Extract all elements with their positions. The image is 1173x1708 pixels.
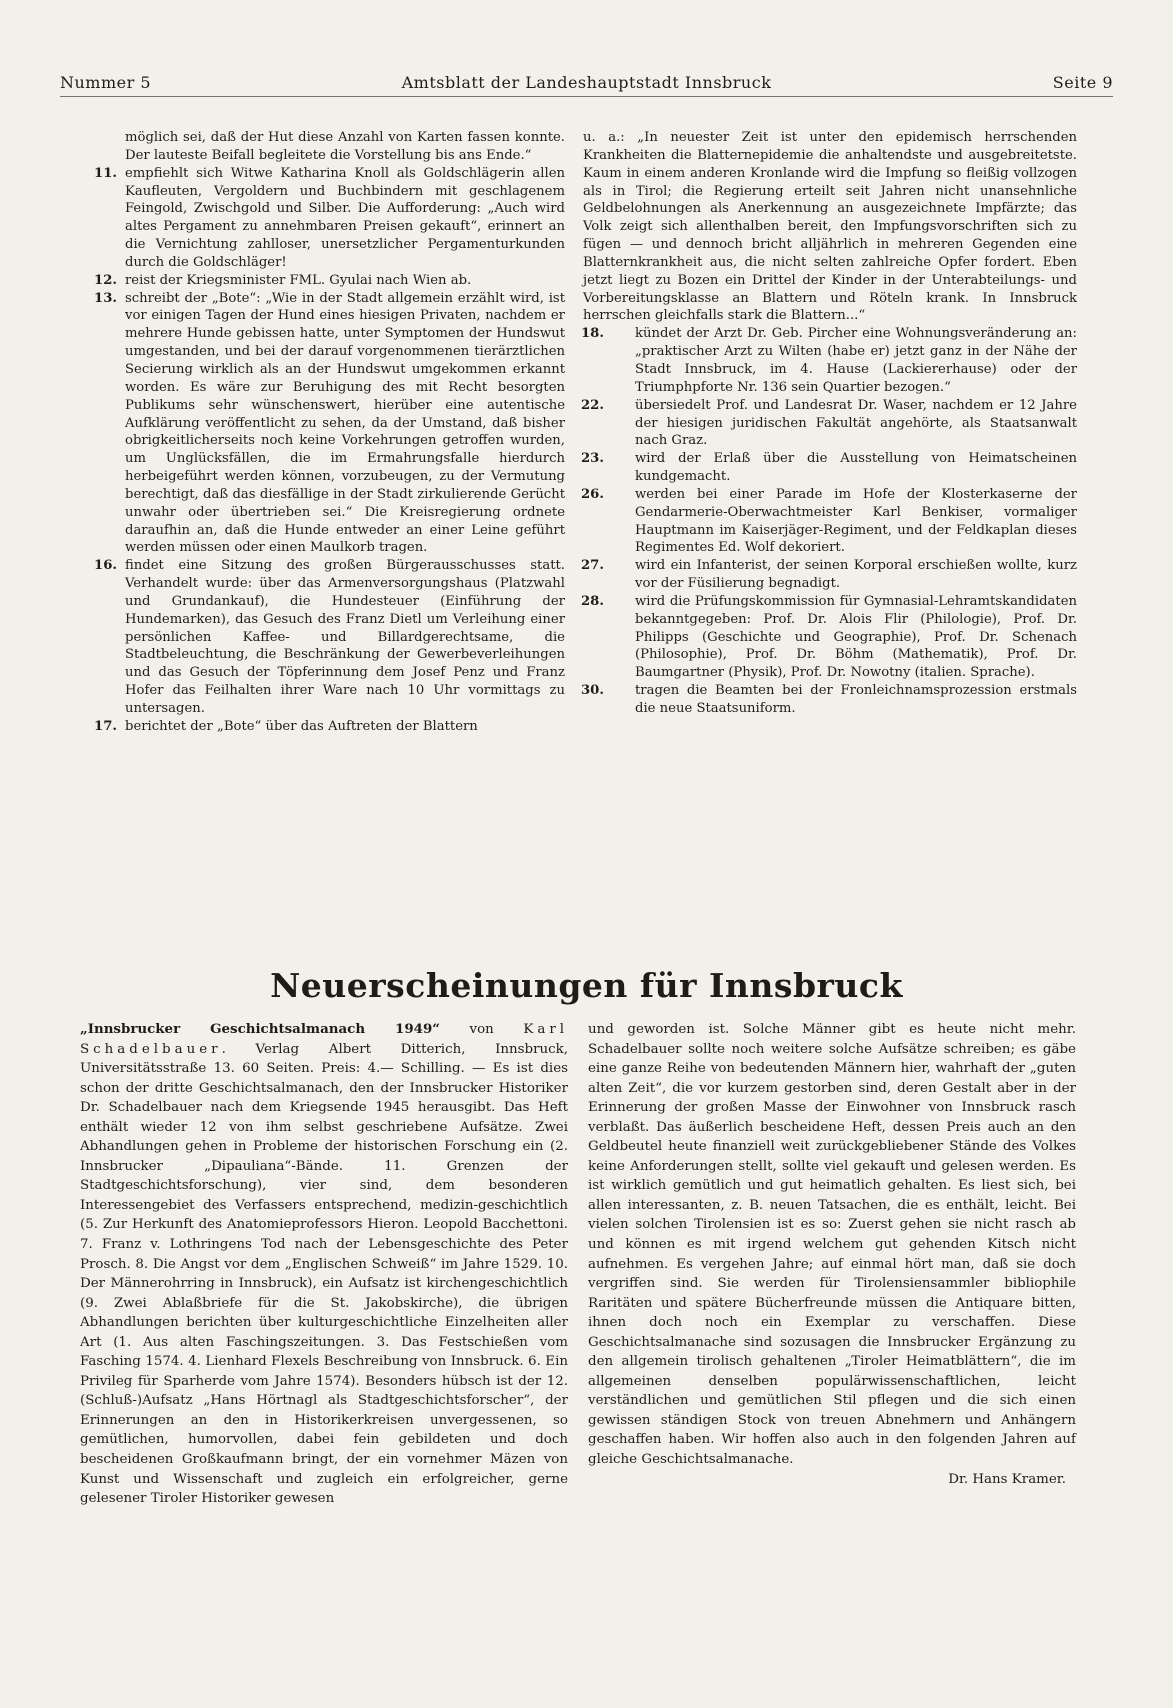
chronicle-entry — [581, 397, 1077, 451]
continuation-text: u. a.: „In neuester Zeit ist unter den epidemisch herrschenden Krankheiten die Blatternepidemie die anhaltendste und ausgebreitetste. Kaum in einem anderen Kronlande wird die Impfung so fleißig vollzogen als in Tirol; die Regierung erteilt seit Jahren nicht unansehnliche Geldbelohnungen als Anerkennung an ausgezeichnete Impfärzte; das Volk zeigt sich allenthalben bereit, den Impfungsvorschriften sich zu fügen — und dennoch bricht alljährlich in mehreren Gegenden eine Blatternkrankheit aus, die nicht selten zahlreiche Opfer fordert. Eben jetzt liegt zu Bozen ein Drittel der Kinder in der Unterabteilungs- und Vorbereitungsklasse an Blattern und Röteln krank. In Innsbruck herrschen gleichfalls stark die Blattern...“ — [583, 130, 1077, 324]
section-title: Neuerscheinungen für Innsbruck — [270, 966, 903, 1005]
review-left-column — [80, 1020, 568, 1509]
chronicle-entry — [57, 165, 565, 272]
entry-text: wird die Prüfungskommission für Gymnasial-Lehramtskandidaten bekanntgegeben: Prof. Dr. Alois Flir (Philologie), Prof. Dr. Philipps (Geschichte und Geographie), Prof. Dr. Schenach (Philosophie), Prof. Dr. Böhm (Mathematik), Prof. Dr. Baumgartner (Physik), Prof. Dr. Nowotny (italien. Sprache). — [635, 593, 1077, 681]
chronicle-entry — [581, 450, 1077, 486]
entry-text: wird ein Infanterist, der seinen Korporal erschießen wollte, kurz vor der Füsilierung begnadigt. — [635, 558, 1077, 592]
entry-text: berichtet der „Bote“ über das Auftreten der Blattern — [125, 718, 478, 734]
entry-text: empfiehlt sich Witwe Katharina Knoll als Goldschlägerin allen Kaufleuten, Vergoldern und Buchbindern mit geschlagenem Feingold, Zwischgold und Silber. Die Aufforderung: „Auch wird altes Pergament zu annehmbaren Preisen gekauft“, erinnert an die Vernichtung zahlloser, unersetzlicher Pergamenturkunden durch die Goldschläger! — [125, 165, 565, 270]
chronicle-entry — [57, 272, 565, 290]
chronicle-entry — [581, 593, 1077, 682]
chronicle-entry — [57, 718, 565, 736]
issue-number: Nummer 5 — [60, 73, 152, 92]
chronicle-entry — [57, 290, 565, 558]
entry-day: 26. — [581, 486, 604, 502]
chronicle-entry — [581, 486, 1077, 557]
entry-text: wird der Erlaß über die Ausstellung von Heimatscheinen kundgemacht. — [635, 451, 1077, 485]
chronicle-entry — [581, 557, 1077, 593]
entry-day: 30. — [581, 683, 604, 699]
review-right-column — [588, 1020, 1076, 1489]
publication-title: Amtsblatt der Landeshauptstadt Innsbruck — [401, 73, 772, 92]
entry-day: 11. — [94, 165, 117, 181]
entry-text: findet eine Sitzung des großen Bürgerausschusses statt. Verhandelt wurde: über das Armenversorgungshaus (Platzwahl und Grundankauf), die Hundesteuer (Einführung der Hundemarken), das Gesuch des Franz Dietl um Verleihung einer persönlichen Kaffee- und Billardgerechtsame, die Stadtbeleuchtung, die Beschränkung der Gewerbeverleihungen und das Gesuch der Töpferinnung dem Josef Penz und Franz Hofer das Feilhalten ihrer Ware nach 10 Uhr vormittags zu untersagen. — [125, 558, 565, 716]
review-paragraph — [80, 1020, 568, 1509]
entry-day: 17. — [94, 718, 117, 734]
review-text-right: und geworden ist. Solche Männer gibt es heute nicht mehr. Schadelbauer sollte noch weitere solche Aufsätze schreiben; es gäbe eine ganze Reihe von bedeutenden Männern hier, wahrhaft der „guten alten Zeit“, die vor kurzem gestorben sind, deren Gestalt aber in der Erinnerung der großen Masse der Einwohner von Innsbruck rasch verblaßt. Das äußerlich bescheidene Heft, dessen Preis auch an den Geldbeutel heute finanziell weit zurückgebliebener Stände des Volkes keine Anforderungen stellt, sollte viel gekauft und gelesen werden. Es ist wirklich gemütlich und gut heimatlich gehalten. Es liest sich, bei allen interessanten, z. B. neuen Tatsachen, die es enthält, leicht. Bei vielen solchen Tirolensien ist es so: Zuerst gehen sie nicht rasch ab und können es mit irgend welchem gut gehenden Kitsch nicht aufnehmen. Es vergehen Jahre; auf einmal hört man, daß sie doch vergriffen sind. Sie werden für Tirolensiensammler bibliophile Raritäten und spätere Bücherfreunde müssen die Antiquare bitten, ihnen doch noch ein Exemplar zu verschaffen. Diese Geschichtsalmanache sind sozusagen die Innsbrucker Ergänzung zu den allgemein tirolisch gehaltenen „Tiroler Heimatblättern“, die im allgemeinen denselben populärwissenschaftlichen, leicht verständlichen und gemütlichen Stil pflegen und die sich einen gewissen ständigen Stock von treuen Abnehmern und Anhängern geschaffen haben. Wir hoffen also auch in den folgenden Jahren auf gleiche Geschichtsalmanache. — [588, 1022, 1076, 1468]
entry-day: 13. — [94, 290, 117, 306]
chronicle-entry — [581, 682, 1077, 718]
page-header — [60, 73, 1113, 97]
header-rule — [60, 96, 1113, 97]
entry-day: 27. — [581, 558, 604, 574]
review-signature: Dr. Hans Kramer. — [948, 1471, 1066, 1487]
book-title: „Innsbrucker Geschichtsalmanach 1949“ — [80, 1021, 440, 1037]
chronicle-entry — [57, 557, 565, 718]
entry-day: 18. — [581, 326, 604, 342]
chronicle-right-column — [581, 129, 1077, 718]
entry-day: 12. — [94, 272, 117, 288]
entry-day: 28. — [581, 593, 604, 609]
entry-day: 23. — [581, 451, 604, 467]
book-author: Karl Schadelbauer — [80, 1022, 568, 1057]
entry-text: schreibt der „Bote“: „Wie in der Stadt allgemein erzählt wird, ist vor einigen Tagen der Hund eines hiesigen Privaten, nachdem er mehrere Hunde gebissen hatte, unter Symptomen der Hundswut umgestanden, und bei der darauf vorgenommenen tierärztlichen Secierung wirklich als an der Hundswut umgekommen erkannt worden. Es wäre zur Beruhigung des mit Recht besorgten Publikums sehr wünschenswert, hierüber eine autentische Aufklärung veröffentlicht zu sehen, da der Umstand, daß bisher obrigkeitlicherseits noch keine Vorkehrungen getroffen wurden, um Unglücksfällen, die im Ermahrungsfalle hierdurch herbeigeführt werden können, vorzubeugen, zu der Vermutung berechtigt, daß das diesfällige in der Stadt zirkulierende Gerücht unwahr oder übertrieben sei.“ Die Kreisregierung ordnete daraufhin an, daß die Hunde entweder an einer Leine geführt werden müssen oder einen Maulkorb tragen. — [125, 290, 565, 556]
page-number: Seite 9 — [1052, 73, 1113, 92]
entry-day: 22. — [581, 397, 604, 413]
by-text: von — [440, 1022, 524, 1037]
review-text-left: . Verlag Albert Ditterich, Innsbruck, Universitätsstraße 13. 60 Seiten. Preis: 4.— Schilling. — Es ist dies schon der dritte Geschichtsalmanach, den der Innsbrucker Historiker Dr. Schadelbauer nach dem Kriegsende 1945 herausgibt. Das Heft enthält wieder 12 von ihm selbst geschriebene Aufsätze. Zwei Abhandlungen gehen in Probleme der historischen Forschung ein (2. Innsbrucker „Dipauliana“-Bände. 11. Grenzen der Stadtgeschichtsforschung), vier sind, dem besonderen Interessengebiet des Verfassers entsprechend, medizin-geschichtlich (5. Zur Herkunft des Anatomieprofessors Hieron. Leopold Bacchettoni. 7. Franz v. Lothringens Tod nach der Lebensgeschichte des Peter Prosch. 8. Die Angst vor dem „Englischen Schweiß“ im Jahre 1529. 10. Der Männerohrring in Innsbruck), ein Aufsatz ist kirchengeschichtlich (9. Zwei Ablaßbriefe für die St. Jakobskirche), die übrigen Abhandlungen berichten über kulturgeschichtliche Einzelheiten aller Art (1. Aus alten Faschingszeitungen. 3. Das Festschießen vom Fasching 1574. 4. Lienhard Flexels Beschreibung von Innsbruck. 6. Ein Privileg für Sparherde vom Jahre 1574). Besonders hübsch ist der 12. (Schluß-)Aufsatz „Hans Hörtnagl als Stadtgeschichtsforscher“, der Erinnerungen an den in Historikerkreisen unvergessenen, so gemütlichen, humorvollen, dabei fein gebildeten und doch bescheidenen Großkaufmann bringt, der ein vornehmer Mäzen von Kunst und Wissenschaft und zugleich ein erfolgreicher, gerne gelesener Tiroler Historiker gewesen — [80, 1041, 568, 1507]
chronicle-entry — [581, 325, 1077, 396]
entry-text: übersiedelt Prof. und Landesrat Dr. Waser, nachdem er 12 Jahre der hiesigen juridischen Fakultät angehörte, als Staatsanwalt nach Graz. — [635, 397, 1077, 449]
entry-day: 16. — [94, 558, 117, 574]
entry-text: werden bei einer Parade im Hofe der Klosterkaserne der Gendarmerie-Oberwachtmeister Karl Benkiser, vormaliger Hauptmann im Kaiserjäger-Regiment, und der Feldkaplan dieses Regimentes Ed. Wolf dekoriert. — [635, 486, 1077, 556]
chronicle-left-column — [57, 129, 565, 736]
entry-text: tragen die Beamten bei der Fronleichnamsprozession erstmals die neue Staatsuniform. — [635, 683, 1077, 716]
continuation-text: möglich sei, daß der Hut diese Anzahl von Karten fassen konnte. Der lauteste Beifall begleitete die Vorstellung bis ans Ende.“ — [125, 130, 565, 163]
entry-text: reist der Kriegsminister FML. Gyulai nach Wien ab. — [125, 272, 472, 288]
entry-text: kündet der Arzt Dr. Geb. Pircher eine Wohnungsveränderung an: „praktischer Arzt zu Wilten (habe er) jetzt ganz in der Nähe der Stadt Innsbruck, im 4. Hause (Lackiererhause) oder der Triumphpforte Nr. 136 sein Quartier bezogen.“ — [635, 326, 1077, 395]
